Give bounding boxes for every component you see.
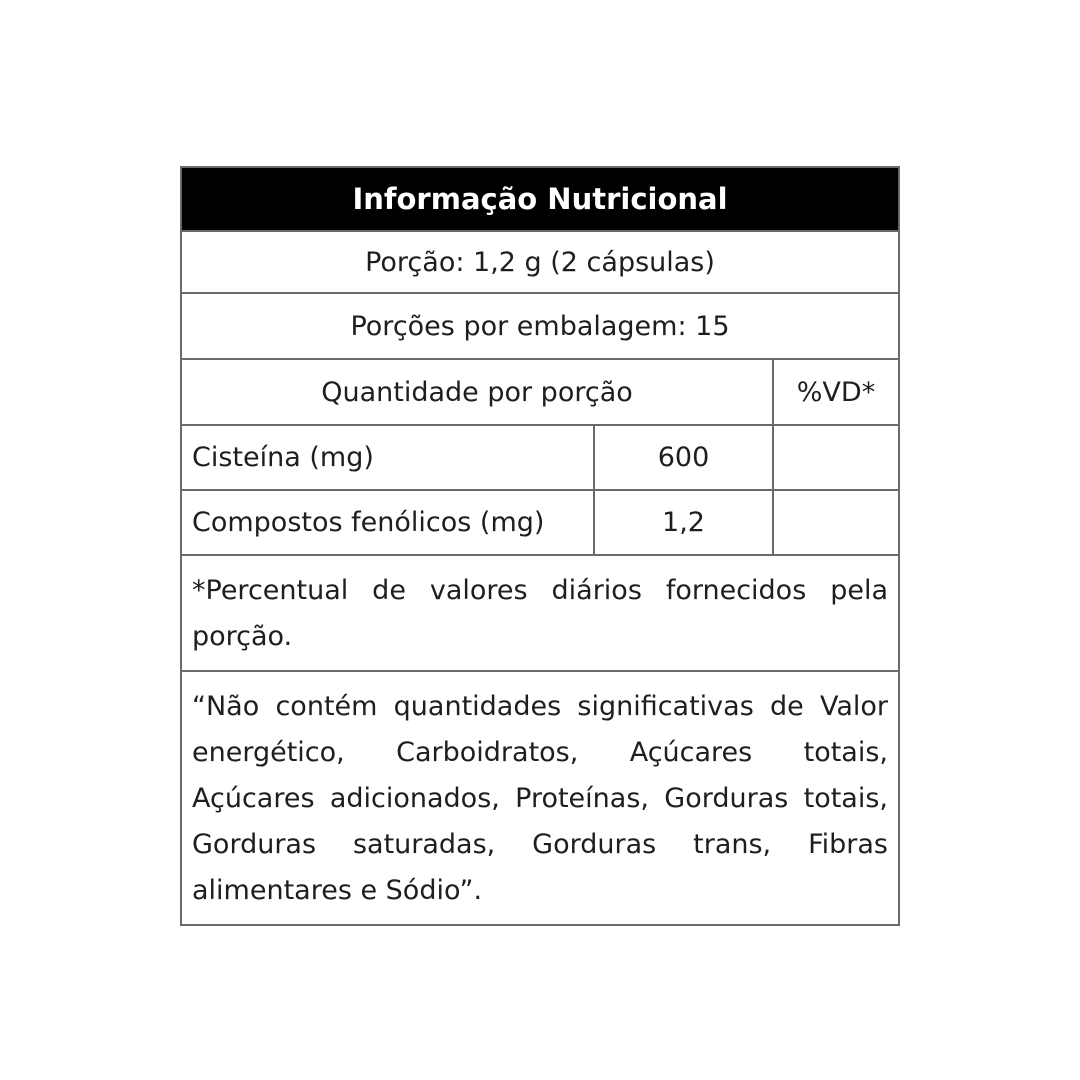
disclaimer-row xyxy=(182,670,898,924)
daily-value-header: %VD* xyxy=(796,376,876,408)
portion-size: Porção: 1,2 g (2 cápsulas) xyxy=(182,230,898,292)
nutrient-daily-value xyxy=(774,426,898,489)
nutrition-facts-table xyxy=(180,166,900,926)
nutrient-amount: 1,2 xyxy=(595,491,774,554)
table-header-row xyxy=(182,358,898,424)
quantity-per-portion-header: Quantidade por porção xyxy=(182,360,774,424)
footnote-row xyxy=(182,554,898,670)
nutrient-daily-value xyxy=(774,491,898,554)
table-title: Informação Nutricional xyxy=(182,168,898,230)
servings-per-package: Porções por embalagem: 15 xyxy=(182,292,898,358)
not-significant-disclaimer: “Não contém quantidades significativas de Valor energético, Carboidratos, Açúcares totais, Açúcares adicionados, Proteínas, Gorduras totais, Gorduras saturadas, Gorduras trans, Fibras alimentares e Sódio”. xyxy=(192,691,888,906)
nutrient-name: Cisteína (mg) xyxy=(182,426,595,489)
nutrient-amount: 600 xyxy=(595,426,774,489)
table-row xyxy=(182,424,898,489)
nutrient-name: Compostos fenólicos (mg) xyxy=(182,491,595,554)
daily-value-footnote: *Percentual de valores diários fornecidos pela porção. xyxy=(192,575,888,652)
table-row xyxy=(182,489,898,554)
